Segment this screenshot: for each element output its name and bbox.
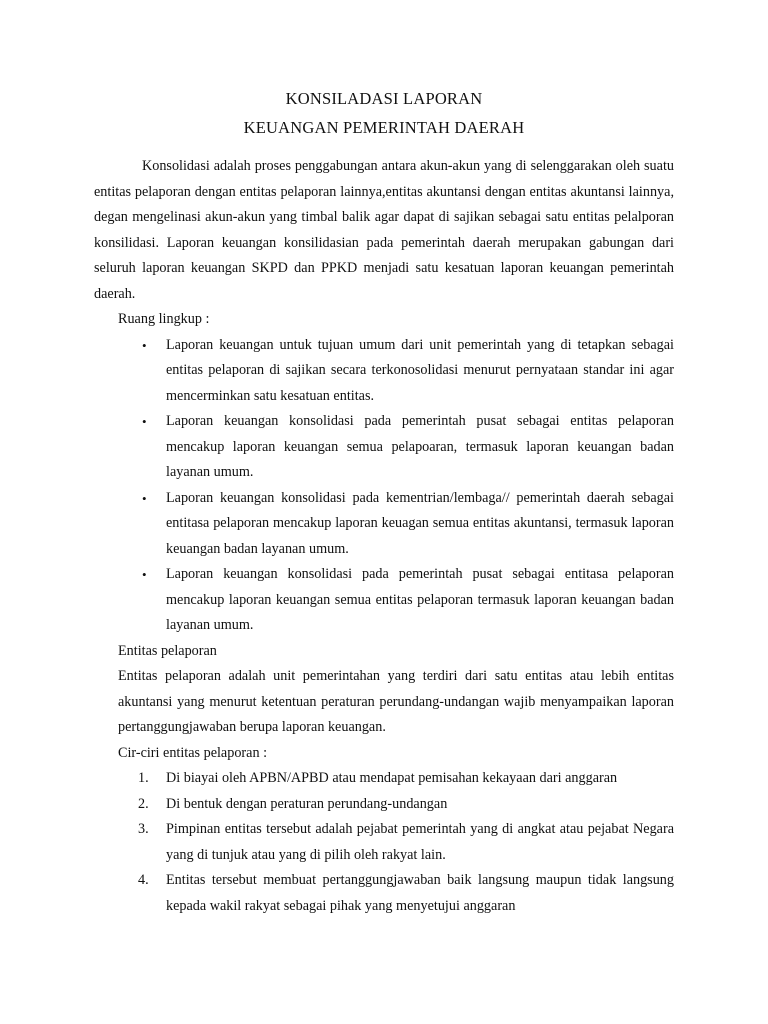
scope-list <box>94 333 674 639</box>
criteria-list-item <box>94 868 674 919</box>
scope-list-item <box>94 486 674 563</box>
criteria-list <box>94 766 674 919</box>
bullet-icon: • <box>142 567 147 582</box>
scope-item-text: Laporan keuangan untuk tujuan umum dari unit pemerintah yang di tetapkan sebagai entitas pelaporan di sajikan secara terkonosolidasi menurut pernyataan standar ini agar mencerminkan satu kesatuan entitas. <box>166 336 674 404</box>
document-title-line-1: KONSILADASI LAPORAN <box>285 89 483 108</box>
entity-paragraph: Entitas pelaporan adalah unit pemerintahan yang terdiri dari satu entitas atau lebih entitas akuntansi yang menurut ketentuan peraturan perundang-undangan wajib menyampaikan laporan pertanggungjawaban berupa laporan keuangan. <box>118 668 674 735</box>
criteria-list-item <box>94 766 674 792</box>
list-number: 3. <box>138 821 149 837</box>
bullet-icon: • <box>142 490 147 506</box>
criteria-list-item <box>94 792 674 818</box>
scope-list-item <box>94 409 674 486</box>
scope-list-item <box>94 562 674 639</box>
bullet-icon: • <box>142 414 147 429</box>
intro-paragraph: Konsolidasi adalah proses penggabungan antara akun-akun yang di selenggarakan oleh suatu entitas pelaporan dengan entitas pelaporan lainnya,entitas akuntansi dengan entitas akuntansi lainnya, degan mengelinasi akun-akun yang timbal balik agar dapat di sajikan sebagai satu entitas pelalporan konsilidasi. Laporan keuangan konsilidasian pada pemerintah daerah merupakan gabungan dari seluruh laporan keuangan SKPD dan PPKD menjadi satu kesatuan laporan keuangan pemerintah daerah. <box>94 158 674 302</box>
list-number: 1. <box>138 770 149 786</box>
entity-label: Entitas pelaporan <box>118 642 217 659</box>
scope-label: Ruang lingkup : <box>118 311 210 327</box>
criteria-list-item <box>94 817 674 868</box>
criteria-item-text: Di biayai oleh APBN/APBD atau mendapat pemisahan kekayaan dari anggaran <box>166 770 618 786</box>
scope-item-text: Laporan keuangan konsolidasi pada pemerintah pusat sebagai entitasa pelaporan mencakup laporan keuangan semua entitas pelaporan termasuk laporan keuangan badan layanan umum. <box>166 566 674 633</box>
list-number: 2. <box>138 795 149 812</box>
criteria-item-text: Di bentuk dengan peraturan perundang-undangan <box>166 795 448 812</box>
criteria-item-text: Entitas tersebut membuat pertanggungjawaban baik langsung maupun tidak langsung kepada wakil rakyat sebagai pihak yang menyetujui anggaran <box>166 872 674 914</box>
bullet-icon: • <box>142 337 147 353</box>
scope-item-text: Laporan keuangan konsolidasi pada kementrian/lembaga// pemerintah daerah sebagai entitasa pelaporan mencakup laporan keuagan semua entitas akuntansi, termasuk laporan keuangan badan layanan umum. <box>166 489 674 557</box>
document-title-line-2: KEUANGAN PEMERINTAH DAERAH <box>243 118 525 137</box>
scope-item-text: Laporan keuangan konsolidasi pada pemerintah pusat sebagai entitas pelaporan mencakup laporan keuangan semua pelapoaran, termasuk laporan keuangan badan layanan umum. <box>166 413 674 480</box>
list-number: 4. <box>138 872 149 888</box>
scope-list-item <box>94 333 674 410</box>
criteria-label: Cir-ciri entitas pelaporan : <box>118 744 268 761</box>
criteria-item-text: Pimpinan entitas tersebut adalah pejabat pemerintah yang di angkat atau pejabat Negara yang di tunjuk atau yang di pilih oleh rakyat lain. <box>166 821 674 863</box>
